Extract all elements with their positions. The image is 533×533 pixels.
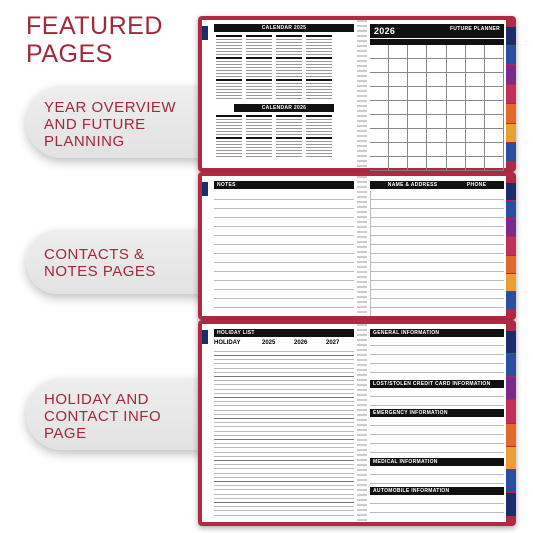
tab-marker: [202, 330, 208, 344]
contacts-lines: [370, 191, 504, 316]
holiday-list-header: HOLIDAY LIST: [214, 329, 354, 337]
name-address-label: NAME & ADDRESS: [387, 182, 438, 188]
calendar-2025-header: CALENDAR 2025: [214, 24, 354, 32]
spiral-binding: [357, 20, 367, 168]
automobile-lines: [370, 495, 504, 519]
notes-header: NOTES: [214, 181, 354, 189]
emergency-header: EMERGENCY INFORMATION: [370, 409, 504, 417]
planner-spread-notes-contacts: [198, 172, 516, 320]
lost-card-header: LOST/STOLEN CREDIT CARD INFORMATION: [370, 380, 504, 388]
phone-label: PHONE: [466, 182, 487, 188]
month-tabs: [506, 182, 516, 310]
headline-line-1: FEATURED: [26, 12, 163, 40]
general-info-header: GENERAL INFORMATION: [370, 329, 504, 337]
future-year: 2026: [374, 26, 396, 36]
month-tabs: [506, 330, 516, 516]
medical-header: MEDICAL INFORMATION: [370, 458, 504, 466]
tab-marker: [202, 182, 208, 196]
emergency-lines: [370, 417, 504, 455]
planner-spread-holiday-info: [198, 320, 516, 526]
holiday-rows: [214, 348, 354, 518]
month-tabs: [506, 26, 516, 162]
spiral-binding: [357, 176, 367, 316]
spiral-binding: [357, 324, 367, 522]
notes-lines: [214, 191, 354, 316]
planner-spread-calendars: [198, 16, 516, 172]
calendar-2026-grid: [214, 114, 354, 158]
tab-marker: [202, 26, 208, 40]
lost-card-lines: [370, 388, 504, 406]
calendar-2025-grid: [214, 34, 354, 100]
pill-label: CONTACTS & NOTES PAGES: [44, 246, 156, 280]
holiday-columns: HOLIDAY 2025 2026 2027: [214, 340, 340, 346]
headline-line-2: PAGES: [26, 40, 113, 68]
contacts-header: [370, 181, 504, 189]
future-planner-title: FUTURE PLANNER: [449, 26, 500, 32]
medical-lines: [370, 466, 504, 484]
headline: [26, 12, 163, 68]
future-planner-grid: [370, 45, 504, 171]
automobile-header: AUTOMOBILE INFORMATION: [370, 487, 504, 495]
pill-label: YEAR OVERVIEW AND FUTURE PLANNING: [44, 99, 177, 150]
calendar-2026-header: CALENDAR 2026: [234, 104, 334, 112]
general-info-lines: [370, 337, 504, 377]
pill-label: HOLIDAY AND CONTACT INFO PAGE: [44, 391, 162, 442]
future-planner-header: [370, 24, 504, 38]
